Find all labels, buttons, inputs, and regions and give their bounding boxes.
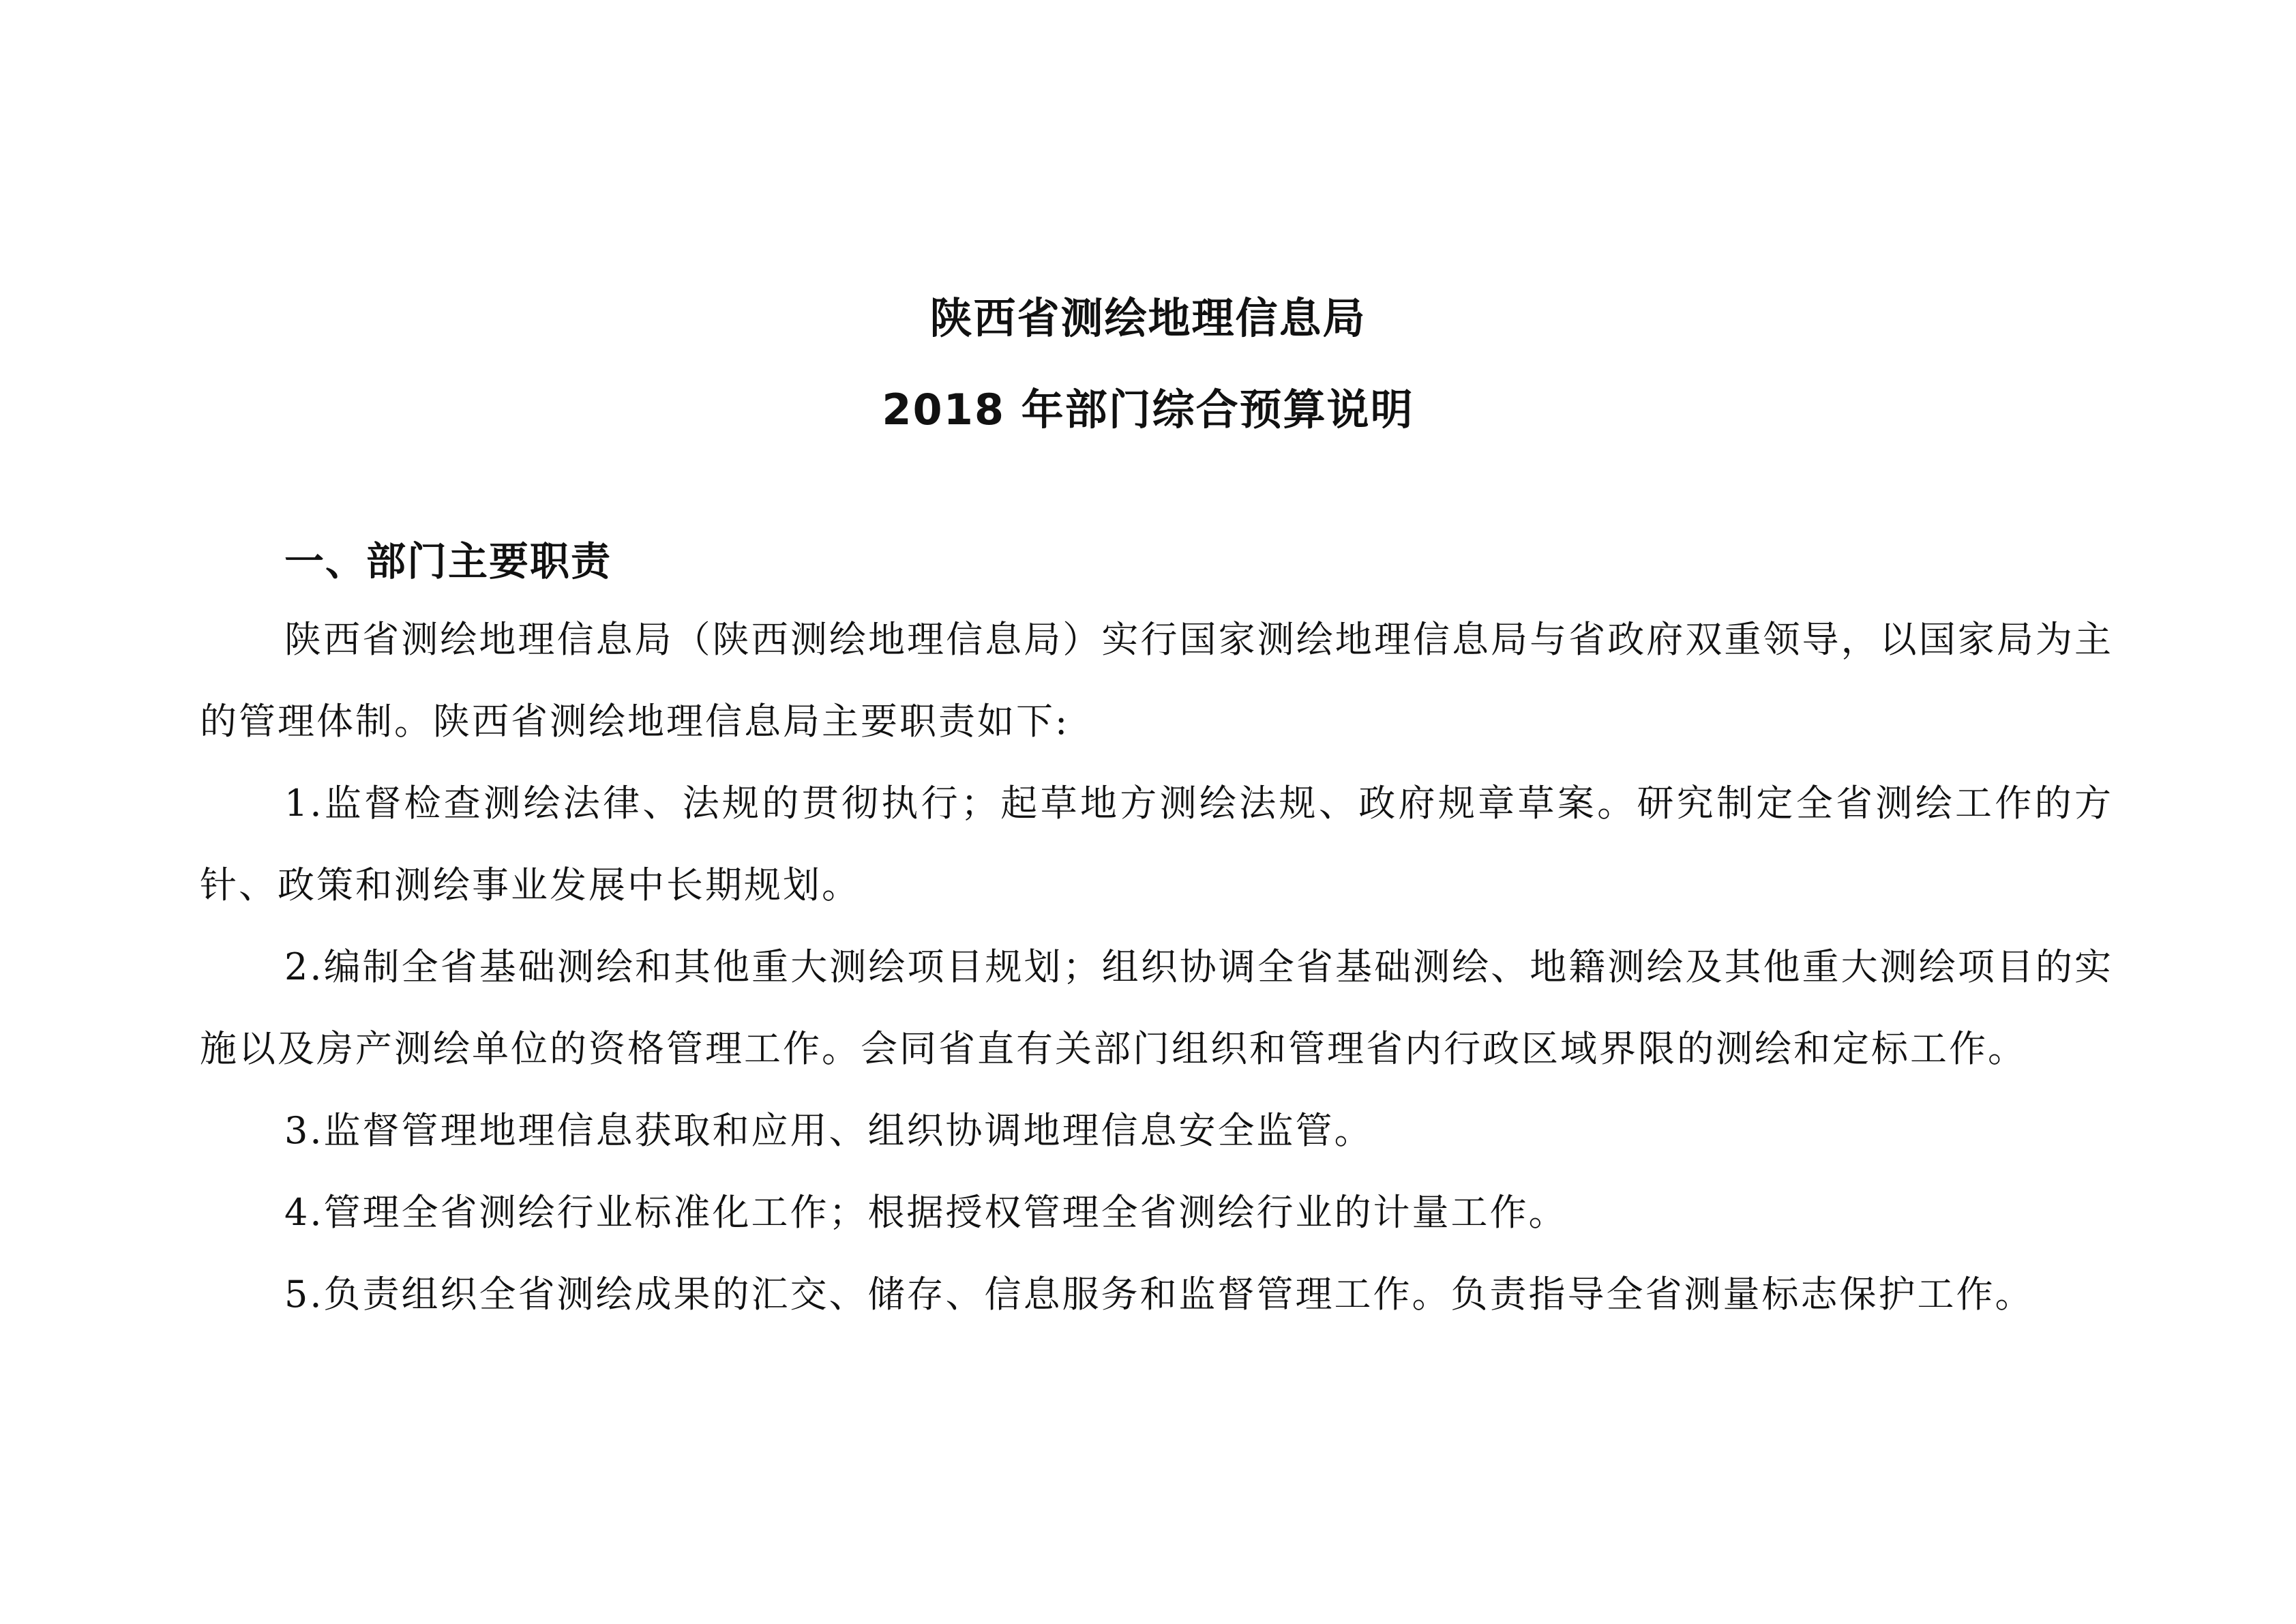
document-subtitle: 2018 年部门综合预算说明 <box>882 385 1414 434</box>
document-title-block <box>0 273 2296 456</box>
paragraph-item-3: 3.监督管理地理信息获取和应用、组织协调地理信息安全监管。 <box>284 1109 1373 1152</box>
document-body <box>200 524 2113 1335</box>
section-heading: 一、部门主要职责 <box>284 538 612 585</box>
paragraph-item-5: 5.负责组织全省测绘成果的汇交、储存、信息服务和监督管理工作。负责指导全省测量标志保护工作。 <box>284 1273 2034 1316</box>
document-title: 陕西省测绘地理信息局 <box>929 293 1367 343</box>
paragraph-intro: 陕西省测绘地理信息局（陕西测绘地理信息局）实行国家测绘地理信息局与省政府双重领导，以国家局为主的管理体制。陕西省测绘地理信息局主要职责如下: <box>200 618 2113 743</box>
paragraph-item-2: 2.编制全省基础测绘和其他重大测绘项目规划；组织协调全省基础测绘、地籍测绘及其他重大测绘项目的实施以及房产测绘单位的资格管理工作。会同省直有关部门组织和管理省内行政区域界限的测绘和定标工作。 <box>200 945 2113 1070</box>
paragraph-item-1: 1.监督检查测绘法律、法规的贯彻执行；起草地方测绘法规、政府规章草案。研究制定全省测绘工作的方针、政策和测绘事业发展中长期规划。 <box>200 782 2113 906</box>
paragraph-item-4: 4.管理全省测绘行业标准化工作；根据授权管理全省测绘行业的计量工作。 <box>284 1191 1568 1234</box>
